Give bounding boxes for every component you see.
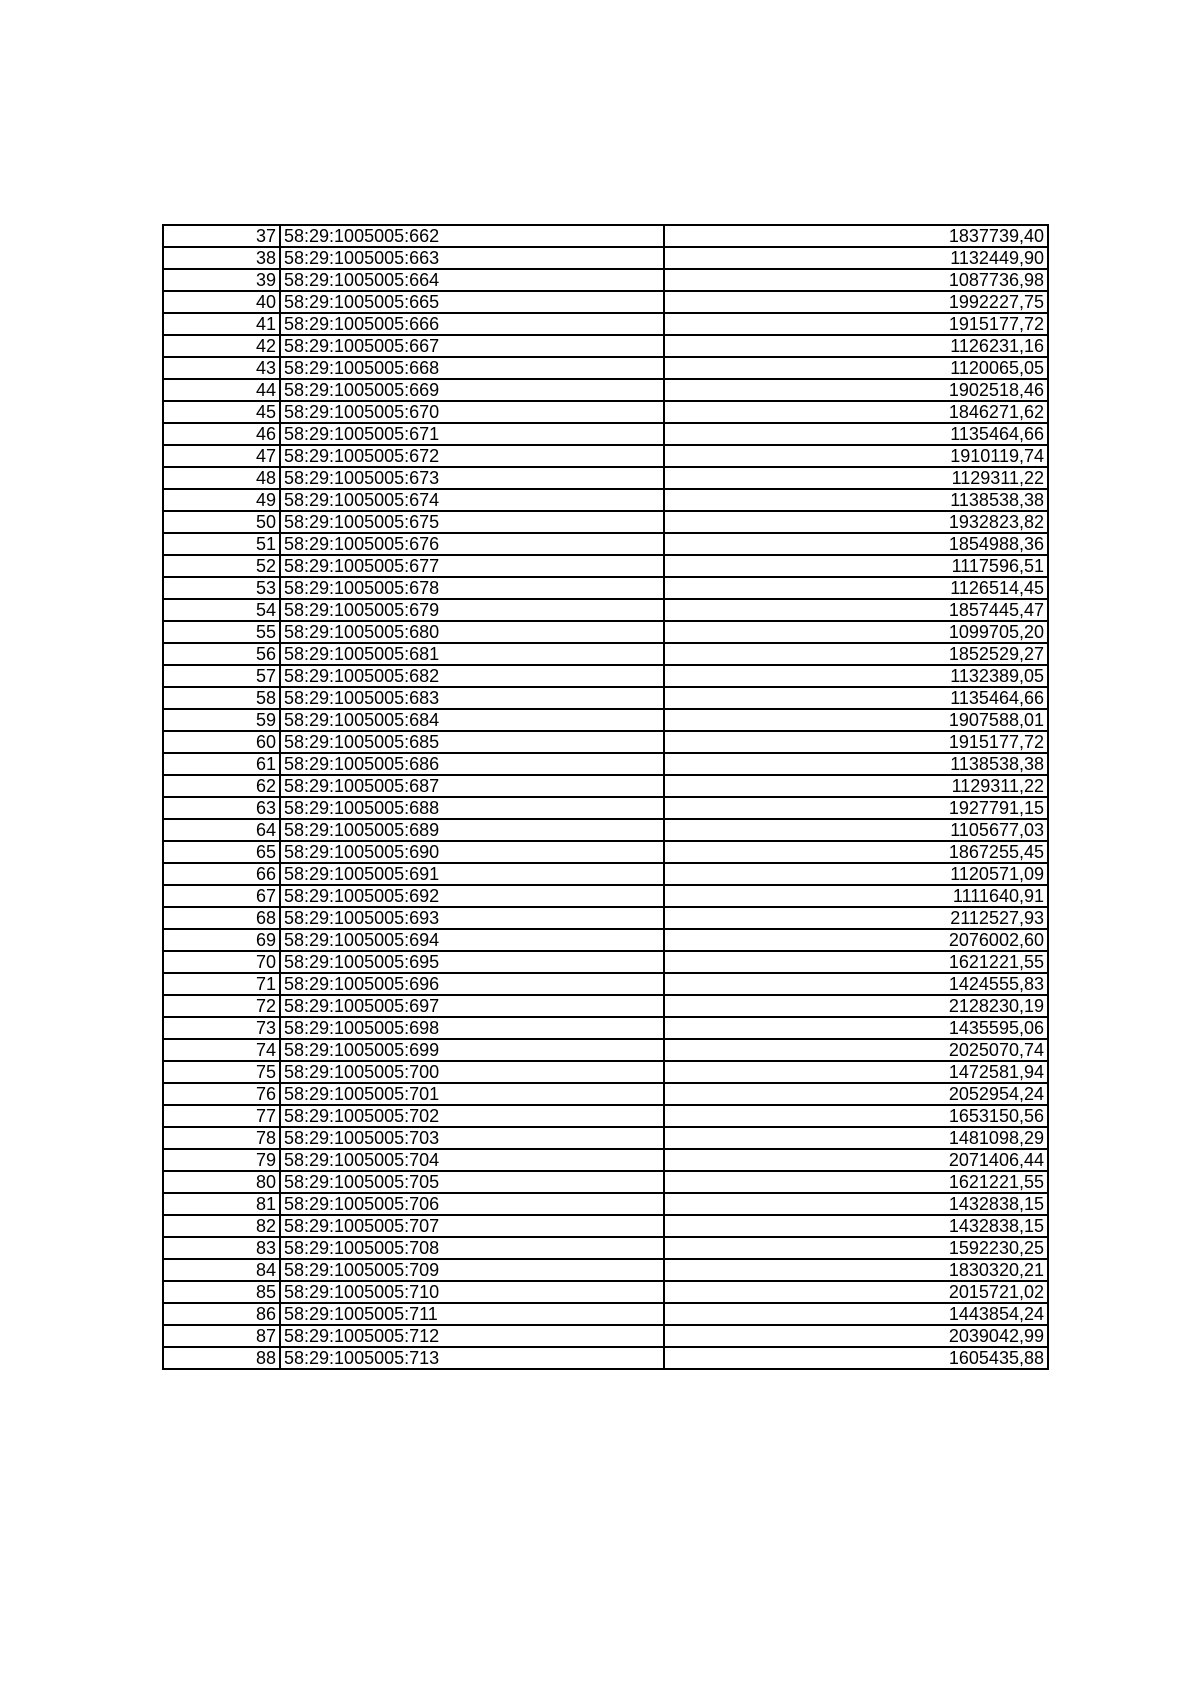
cadastral-number-cell: 58:29:1005005:695 <box>280 951 664 973</box>
row-number-cell: 41 <box>163 313 280 335</box>
cadastral-number-cell: 58:29:1005005:667 <box>280 335 664 357</box>
row-number-cell: 37 <box>163 225 280 247</box>
cadastral-number-cell: 58:29:1005005:663 <box>280 247 664 269</box>
cadastral-number-cell: 58:29:1005005:691 <box>280 863 664 885</box>
cadastral-number-cell: 58:29:1005005:710 <box>280 1281 664 1303</box>
row-number-cell: 74 <box>163 1039 280 1061</box>
cadastral-number-cell: 58:29:1005005:684 <box>280 709 664 731</box>
cadastral-number-cell: 58:29:1005005:678 <box>280 577 664 599</box>
table-row <box>163 665 1048 687</box>
row-number-cell: 77 <box>163 1105 280 1127</box>
row-number-cell: 82 <box>163 1215 280 1237</box>
value-cell: 1432838,15 <box>664 1193 1048 1215</box>
value-cell: 1852529,27 <box>664 643 1048 665</box>
cadastral-number-cell: 58:29:1005005:706 <box>280 1193 664 1215</box>
cadastral-number-cell: 58:29:1005005:670 <box>280 401 664 423</box>
row-number-cell: 65 <box>163 841 280 863</box>
cadastral-number-cell: 58:29:1005005:681 <box>280 643 664 665</box>
row-number-cell: 56 <box>163 643 280 665</box>
value-cell: 1135464,66 <box>664 687 1048 709</box>
cadastral-number-cell: 58:29:1005005:707 <box>280 1215 664 1237</box>
table-row <box>163 1017 1048 1039</box>
table-row <box>163 907 1048 929</box>
table-row <box>163 511 1048 533</box>
value-cell: 1132389,05 <box>664 665 1048 687</box>
cadastral-value-table <box>162 224 1049 1370</box>
table-row <box>163 1061 1048 1083</box>
table-row <box>163 1149 1048 1171</box>
table-row <box>163 731 1048 753</box>
cadastral-number-cell: 58:29:1005005:679 <box>280 599 664 621</box>
value-cell: 1857445,47 <box>664 599 1048 621</box>
row-number-cell: 71 <box>163 973 280 995</box>
table-row <box>163 1303 1048 1325</box>
table-row <box>163 1237 1048 1259</box>
row-number-cell: 51 <box>163 533 280 555</box>
table-row <box>163 643 1048 665</box>
cadastral-number-cell: 58:29:1005005:664 <box>280 269 664 291</box>
cadastral-number-cell: 58:29:1005005:665 <box>280 291 664 313</box>
row-number-cell: 76 <box>163 1083 280 1105</box>
row-number-cell: 73 <box>163 1017 280 1039</box>
row-number-cell: 66 <box>163 863 280 885</box>
cadastral-number-cell: 58:29:1005005:692 <box>280 885 664 907</box>
value-cell: 1135464,66 <box>664 423 1048 445</box>
cadastral-number-cell: 58:29:1005005:697 <box>280 995 664 1017</box>
table-row <box>163 885 1048 907</box>
row-number-cell: 57 <box>163 665 280 687</box>
cadastral-number-cell: 58:29:1005005:702 <box>280 1105 664 1127</box>
cadastral-number-cell: 58:29:1005005:711 <box>280 1303 664 1325</box>
cadastral-number-cell: 58:29:1005005:693 <box>280 907 664 929</box>
row-number-cell: 50 <box>163 511 280 533</box>
cadastral-number-cell: 58:29:1005005:680 <box>280 621 664 643</box>
table-row <box>163 929 1048 951</box>
row-number-cell: 48 <box>163 467 280 489</box>
table-row <box>163 951 1048 973</box>
value-cell: 2015721,02 <box>664 1281 1048 1303</box>
row-number-cell: 54 <box>163 599 280 621</box>
value-cell: 2112527,93 <box>664 907 1048 929</box>
row-number-cell: 45 <box>163 401 280 423</box>
value-cell: 1120571,09 <box>664 863 1048 885</box>
cadastral-number-cell: 58:29:1005005:694 <box>280 929 664 951</box>
value-cell: 1992227,75 <box>664 291 1048 313</box>
row-number-cell: 44 <box>163 379 280 401</box>
table-row <box>163 621 1048 643</box>
row-number-cell: 81 <box>163 1193 280 1215</box>
value-cell: 1846271,62 <box>664 401 1048 423</box>
value-cell: 1837739,40 <box>664 225 1048 247</box>
table-row <box>163 1259 1048 1281</box>
row-number-cell: 84 <box>163 1259 280 1281</box>
value-cell: 1932823,82 <box>664 511 1048 533</box>
table-row <box>163 335 1048 357</box>
table-row <box>163 709 1048 731</box>
cadastral-number-cell: 58:29:1005005:700 <box>280 1061 664 1083</box>
row-number-cell: 62 <box>163 775 280 797</box>
row-number-cell: 61 <box>163 753 280 775</box>
table-row <box>163 819 1048 841</box>
value-cell: 1915177,72 <box>664 313 1048 335</box>
value-cell: 2076002,60 <box>664 929 1048 951</box>
table-row <box>163 533 1048 555</box>
table-row <box>163 1039 1048 1061</box>
row-number-cell: 79 <box>163 1149 280 1171</box>
cadastral-number-cell: 58:29:1005005:698 <box>280 1017 664 1039</box>
cadastral-number-cell: 58:29:1005005:704 <box>280 1149 664 1171</box>
row-number-cell: 55 <box>163 621 280 643</box>
cadastral-number-cell: 58:29:1005005:708 <box>280 1237 664 1259</box>
cadastral-number-cell: 58:29:1005005:696 <box>280 973 664 995</box>
table-row <box>163 841 1048 863</box>
row-number-cell: 70 <box>163 951 280 973</box>
cadastral-number-cell: 58:29:1005005:662 <box>280 225 664 247</box>
row-number-cell: 38 <box>163 247 280 269</box>
cadastral-number-cell: 58:29:1005005:675 <box>280 511 664 533</box>
value-cell: 1117596,51 <box>664 555 1048 577</box>
value-cell: 1867255,45 <box>664 841 1048 863</box>
value-cell: 1854988,36 <box>664 533 1048 555</box>
value-cell: 1126514,45 <box>664 577 1048 599</box>
value-cell: 1432838,15 <box>664 1215 1048 1237</box>
value-cell: 1105677,03 <box>664 819 1048 841</box>
table-row <box>163 863 1048 885</box>
row-number-cell: 68 <box>163 907 280 929</box>
table-row <box>163 753 1048 775</box>
value-cell: 1132449,90 <box>664 247 1048 269</box>
value-cell: 1472581,94 <box>664 1061 1048 1083</box>
cadastral-number-cell: 58:29:1005005:703 <box>280 1127 664 1149</box>
table-row <box>163 423 1048 445</box>
cadastral-number-cell: 58:29:1005005:682 <box>280 665 664 687</box>
cadastral-number-cell: 58:29:1005005:688 <box>280 797 664 819</box>
row-number-cell: 53 <box>163 577 280 599</box>
row-number-cell: 40 <box>163 291 280 313</box>
table-row <box>163 995 1048 1017</box>
table-row <box>163 1083 1048 1105</box>
value-cell: 1099705,20 <box>664 621 1048 643</box>
cadastral-number-cell: 58:29:1005005:685 <box>280 731 664 753</box>
value-cell: 1605435,88 <box>664 1347 1048 1369</box>
cadastral-number-cell: 58:29:1005005:673 <box>280 467 664 489</box>
cadastral-number-cell: 58:29:1005005:672 <box>280 445 664 467</box>
row-number-cell: 69 <box>163 929 280 951</box>
value-cell: 1111640,91 <box>664 885 1048 907</box>
value-cell: 1592230,25 <box>664 1237 1048 1259</box>
cadastral-number-cell: 58:29:1005005:712 <box>280 1325 664 1347</box>
value-cell: 1435595,06 <box>664 1017 1048 1039</box>
table-row <box>163 445 1048 467</box>
value-cell: 1927791,15 <box>664 797 1048 819</box>
table-row <box>163 775 1048 797</box>
cadastral-number-cell: 58:29:1005005:669 <box>280 379 664 401</box>
cadastral-number-cell: 58:29:1005005:689 <box>280 819 664 841</box>
table-row <box>163 269 1048 291</box>
value-cell: 1907588,01 <box>664 709 1048 731</box>
cadastral-number-cell: 58:29:1005005:677 <box>280 555 664 577</box>
value-cell: 2128230,19 <box>664 995 1048 1017</box>
row-number-cell: 88 <box>163 1347 280 1369</box>
cadastral-number-cell: 58:29:1005005:690 <box>280 841 664 863</box>
cadastral-number-cell: 58:29:1005005:709 <box>280 1259 664 1281</box>
value-cell: 1129311,22 <box>664 775 1048 797</box>
table-row <box>163 1127 1048 1149</box>
cadastral-number-cell: 58:29:1005005:699 <box>280 1039 664 1061</box>
table-row <box>163 687 1048 709</box>
table-row <box>163 1193 1048 1215</box>
cadastral-number-cell: 58:29:1005005:666 <box>280 313 664 335</box>
value-cell: 1120065,05 <box>664 357 1048 379</box>
row-number-cell: 60 <box>163 731 280 753</box>
row-number-cell: 43 <box>163 357 280 379</box>
value-cell: 1443854,24 <box>664 1303 1048 1325</box>
table-row <box>163 1347 1048 1369</box>
cadastral-number-cell: 58:29:1005005:674 <box>280 489 664 511</box>
row-number-cell: 42 <box>163 335 280 357</box>
cadastral-number-cell: 58:29:1005005:668 <box>280 357 664 379</box>
value-cell: 1126231,16 <box>664 335 1048 357</box>
table-row <box>163 1215 1048 1237</box>
row-number-cell: 64 <box>163 819 280 841</box>
row-number-cell: 87 <box>163 1325 280 1347</box>
table-row <box>163 1105 1048 1127</box>
table-row <box>163 599 1048 621</box>
cadastral-number-cell: 58:29:1005005:683 <box>280 687 664 709</box>
value-cell: 2039042,99 <box>664 1325 1048 1347</box>
cadastral-number-cell: 58:29:1005005:701 <box>280 1083 664 1105</box>
cadastral-number-cell: 58:29:1005005:686 <box>280 753 664 775</box>
table-row <box>163 247 1048 269</box>
value-cell: 1138538,38 <box>664 489 1048 511</box>
value-cell: 1830320,21 <box>664 1259 1048 1281</box>
value-cell: 2071406,44 <box>664 1149 1048 1171</box>
row-number-cell: 46 <box>163 423 280 445</box>
row-number-cell: 58 <box>163 687 280 709</box>
row-number-cell: 49 <box>163 489 280 511</box>
cadastral-number-cell: 58:29:1005005:671 <box>280 423 664 445</box>
row-number-cell: 67 <box>163 885 280 907</box>
table-row <box>163 1171 1048 1193</box>
table-row <box>163 379 1048 401</box>
table-row <box>163 401 1048 423</box>
table-row <box>163 489 1048 511</box>
value-cell: 1087736,98 <box>664 269 1048 291</box>
value-cell: 1138538,38 <box>664 753 1048 775</box>
row-number-cell: 83 <box>163 1237 280 1259</box>
table-row <box>163 577 1048 599</box>
row-number-cell: 59 <box>163 709 280 731</box>
cadastral-number-cell: 58:29:1005005:713 <box>280 1347 664 1369</box>
row-number-cell: 75 <box>163 1061 280 1083</box>
table-row <box>163 555 1048 577</box>
row-number-cell: 52 <box>163 555 280 577</box>
value-cell: 1481098,29 <box>664 1127 1048 1149</box>
value-cell: 1902518,46 <box>664 379 1048 401</box>
value-cell: 1915177,72 <box>664 731 1048 753</box>
row-number-cell: 86 <box>163 1303 280 1325</box>
table-row <box>163 797 1048 819</box>
table-row <box>163 225 1048 247</box>
table-row <box>163 973 1048 995</box>
table-row <box>163 313 1048 335</box>
table-row <box>163 467 1048 489</box>
value-cell: 1621221,55 <box>664 951 1048 973</box>
cadastral-number-cell: 58:29:1005005:676 <box>280 533 664 555</box>
table-row <box>163 1281 1048 1303</box>
value-cell: 1910119,74 <box>664 445 1048 467</box>
table-row <box>163 357 1048 379</box>
row-number-cell: 47 <box>163 445 280 467</box>
row-number-cell: 39 <box>163 269 280 291</box>
cadastral-number-cell: 58:29:1005005:687 <box>280 775 664 797</box>
value-cell: 2025070,74 <box>664 1039 1048 1061</box>
row-number-cell: 80 <box>163 1171 280 1193</box>
cadastral-number-cell: 58:29:1005005:705 <box>280 1171 664 1193</box>
value-cell: 1424555,83 <box>664 973 1048 995</box>
row-number-cell: 63 <box>163 797 280 819</box>
row-number-cell: 72 <box>163 995 280 1017</box>
table-body <box>163 225 1048 1369</box>
value-cell: 1653150,56 <box>664 1105 1048 1127</box>
value-cell: 2052954,24 <box>664 1083 1048 1105</box>
value-cell: 1621221,55 <box>664 1171 1048 1193</box>
table-row <box>163 1325 1048 1347</box>
row-number-cell: 85 <box>163 1281 280 1303</box>
value-cell: 1129311,22 <box>664 467 1048 489</box>
table-row <box>163 291 1048 313</box>
row-number-cell: 78 <box>163 1127 280 1149</box>
